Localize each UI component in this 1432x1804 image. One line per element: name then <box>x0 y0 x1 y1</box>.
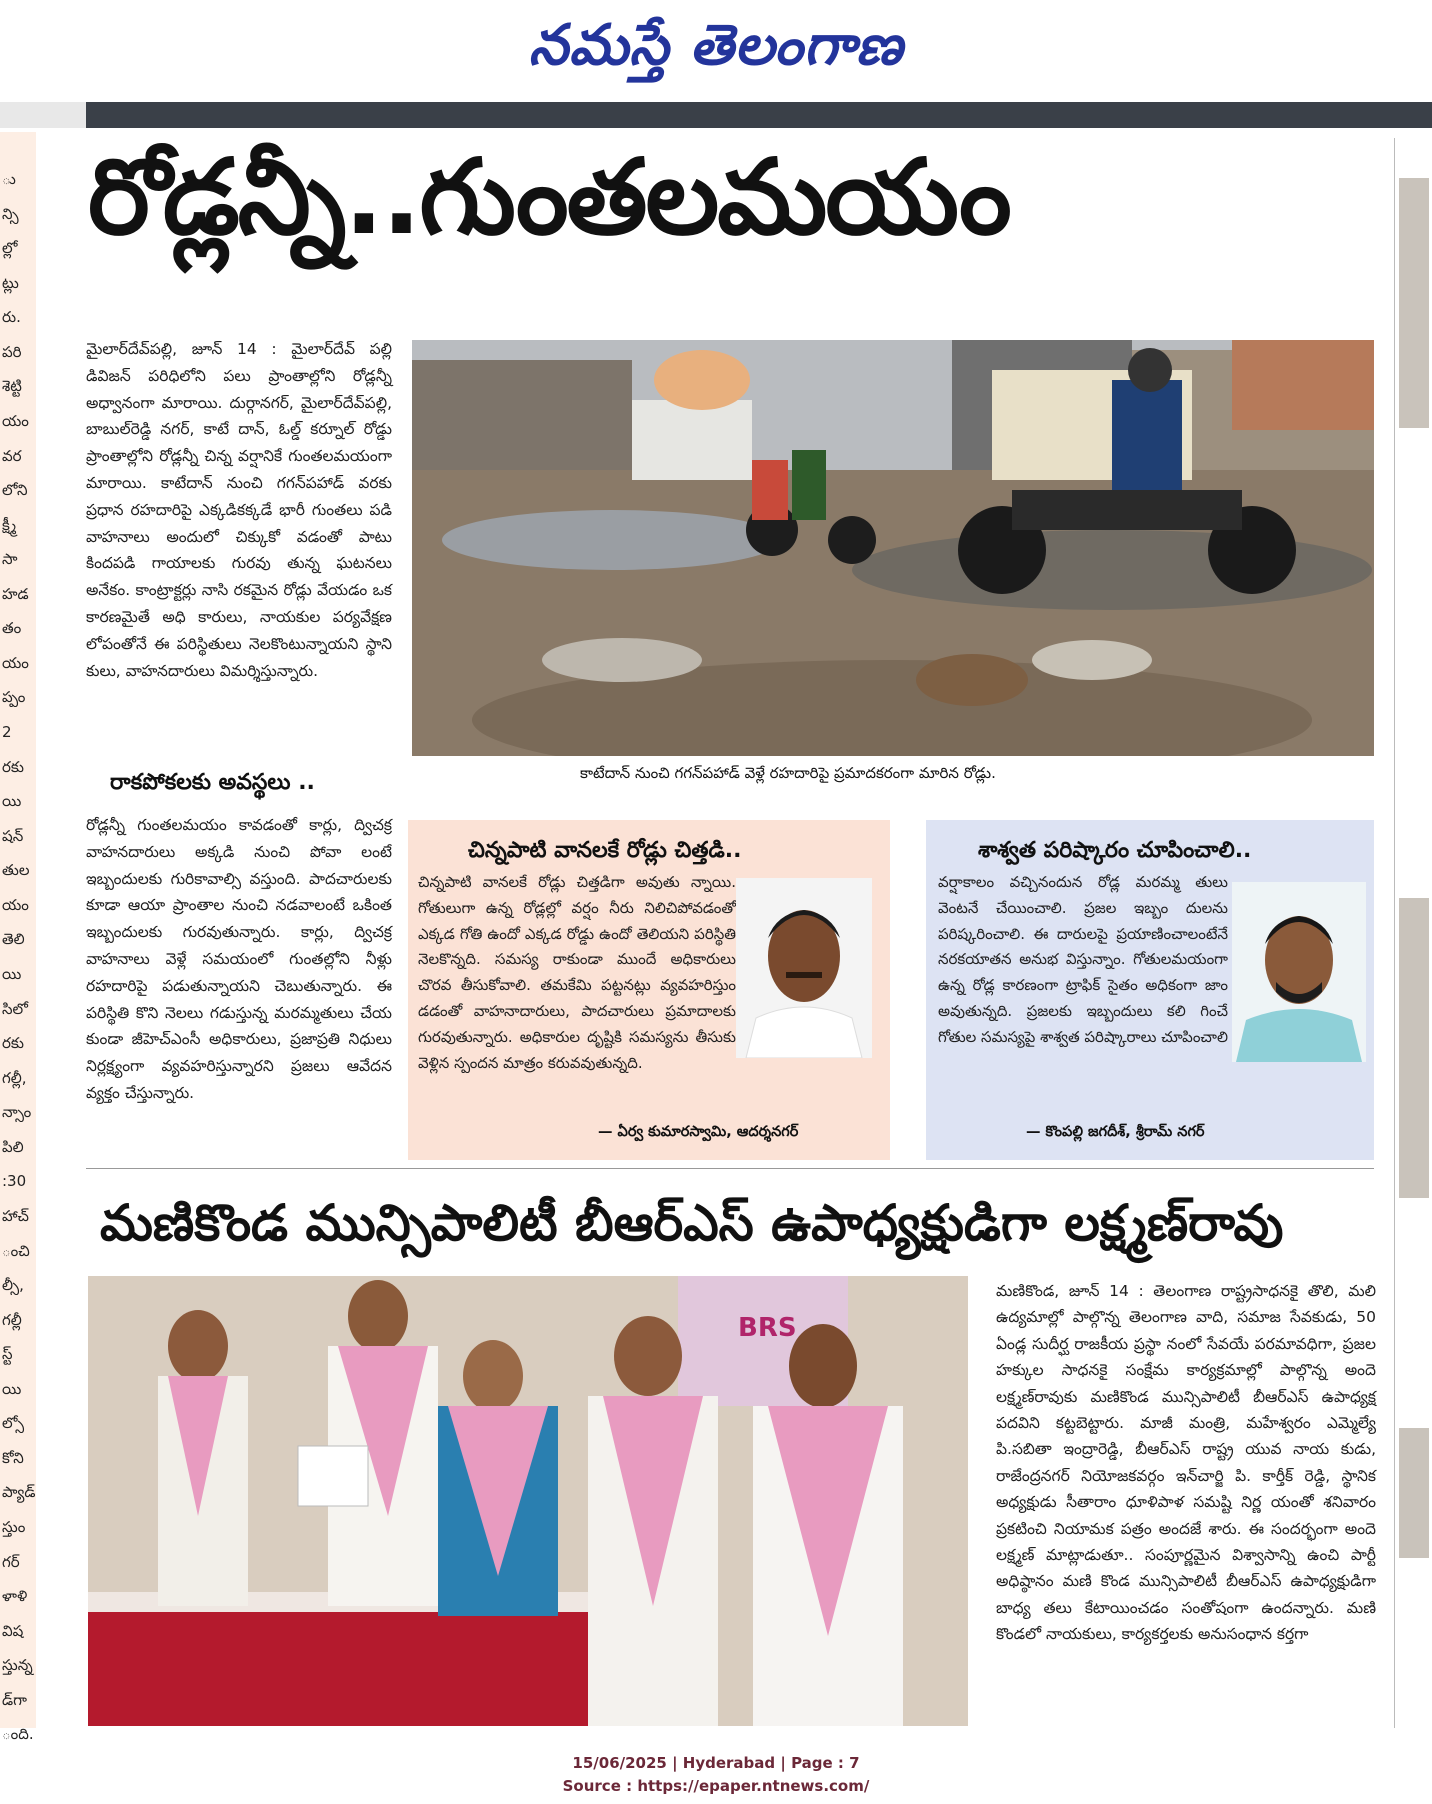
road-potholes-photo <box>412 340 1374 756</box>
left-strip-fragment: స్తుం <box>2 1518 26 1536</box>
left-strip-fragment: ంచి <box>2 1242 30 1260</box>
left-strip-fragment: తుల <box>2 861 30 879</box>
main-headline: రోడ్లన్నీ..గుంతలమయం <box>88 136 1010 258</box>
top-bar <box>86 102 1432 128</box>
quote-left-signature: — ఏర్వ కుమారస్వామి, ఆదర్శనగర్ <box>598 1124 799 1140</box>
portrait-kumaraswamy <box>736 878 872 1058</box>
left-strip-fragment: గల్లీ <box>2 1311 22 1329</box>
left-strip-fragment: హడ <box>2 585 29 603</box>
left-strip-fragment: విష <box>2 1622 24 1640</box>
brs-banner-text: BRS <box>738 1313 797 1343</box>
second-story-body: మణికొండ, జూన్ 14 : తెలంగాణ రాష్ట్రసాధనకై తొలి, మలి ఉద్యమాల్లో పాల్గొన్న తెలంగాణ వాది, సమాజ సేవకుడు, 50 ఏండ్ల సుదీర్ఘ రాజకీయ ప్రస్థా నంలో సేవయే పరమావధిగా, ప్రజల హక్కుల సాధనకై సంక్షేమ కార్యక్రమాల్లో పాల్గొన్న అందె లక్ష్మణ్‌రావుకు మణికొండ మున్సిపాలిటీ బీఆర్‌ఎస్ ఉపాధ్యక్ష పదవిని కట్టబెట్టారు. మాజీ మంత్రి, మహేశ్వరం ఎమ్మెల్యే పి.సబితా ఇంద్రారెడ్డి, బీఆర్‌ఎస్ రాష్ట్ర యువ నాయ కుడు, రాజేంద్రనగర్ నియోజకవర్గం ఇన్‌చార్జి పి. కార్తీక్ రెడ్డి, స్థానిక అధ్యక్షుడు సీతారాం ధూళిపాళ సమష్టి నిర్ణ యంతో శనివారం ప్రకటించి నియామక పత్రం అందజే శారు. ఈ సందర్భంగా అందె లక్ష్మణ్ మాట్లాడుతూ.. సంపూర్ణమైన విశ్వాసాన్ని ఉంచి పార్టీ అధిష్ఠానం మణి కొండ మున్సిపాలిటీ బీఆర్‌ఎస్ ఉపాధ్యక్షుడిగా బాధ్య తలు కేటాయించడం సంతోషంగా ఉందన్నారు. మణి కొండలో నాయకులు, కార్యకర్తలకు అనుసంధాన కర్తగా <box>996 1282 1376 1644</box>
left-strip-fragment: యి <box>2 1380 22 1398</box>
right-photo-fragment <box>1399 178 1429 428</box>
left-strip-fragment: శెట్టి <box>2 377 22 395</box>
left-strip-fragment: యి <box>2 965 22 983</box>
quote-right-heading: శాశ్వత పరిష్కారం చూపించాలి.. <box>978 838 1252 863</box>
brs-event-photo <box>88 1276 968 1726</box>
photo-caption: కాటేదాన్ నుంచి గగన్‌పహాడ్ వెళ్లే రహదారిపై ప్రమాదకరంగా మారిన రోడ్లు. <box>580 764 996 782</box>
left-strip-fragment: యి <box>2 792 22 810</box>
left-strip-fragment: గల్లీ, <box>2 1069 27 1087</box>
left-strip-fragment: 2 <box>2 723 12 741</box>
main-story-paragraph-1: మైలార్‌దేవ్‌పల్లి, జూన్ 14 : మైలార్‌దేవ్ పల్లి డివిజన్ పరిధిలోని పలు ప్రాంతాల్లోని రోడ్లన్నీ అధ్వానంగా మారాయి. దుర్గానగర్, మైలార్‌దేవ్‌పల్లి, బాబుల్‌రెడ్డి నగర్, కాటే దాన్, ఓల్డ్ కర్నూల్ రోడ్డు ప్రాంతాల్లోని రోడ్లన్నీ చిన్న వర్షానికే గుంతలమయంగా మారాయి. కాటేదాన్ నుంచి గగన్‌పహాడ్ వరకు ప్రధాన రహదారిపై ఎక్కడికక్కడే భారీ గుంతలు పడి వాహనాలు అందులో చిక్కుకో వడంతో పాటు కిందపడి గాయాలకు గురవు తున్న ఘటనలు అనేకం. కాంట్రాక్టర్లు నాసి రకమైన రోడ్లు వేయడం ఒక కారణమైతే అధి కారులు, నాయకుల పర్యవేక్షణ లోపంతోనే ఈ పరిస్థితులు నెలకొంటున్నాయని స్థాని కులు, వాహనదారులు విమర్శిస్తున్నారు. <box>86 340 392 680</box>
left-strip-fragment: :30 <box>2 1172 27 1190</box>
main-story-paragraph-2: రోడ్లన్నీ గుంతలమయం కావడంతో కార్లు, ద్విచక్ర వాహనదారులు అక్కడి నుంచి పోవా లంటే ఇబ్బందులకు గురికావాల్సి వస్తుంది. పాదచారులకు కూడా ఆయా ప్రాంతాల నుంచి నడవాలంటే ఒకింత ఇబ్బందులకు గురవుతున్నారు. కార్లు, ద్విచక్ర వాహనాలు వెళ్లే సమయంలో గుంతల్లోని నీళ్లు రహదారిపై పడుతున్నాయని చెబుతున్నారు. ఈ పరిస్థితి కొని నెలలు గడుస్తున్న మరమ్మతులు చేయ కుండా జీహెచ్‌ఎంసీ అధికారులు, ప్రజాప్రతి నిధులు నిర్లక్ష్యంగా వ్యవహరిస్తున్నారని ప్రజలు ఆవేదన వ్యక్తం చేస్తున్నారు. <box>86 816 392 1102</box>
footer-date-page: 15/06/2025 | Hyderabad | Page : 7 <box>572 1754 860 1772</box>
road-photo-illustration <box>412 340 1374 756</box>
left-strip-fragment: రకు <box>2 1034 24 1052</box>
left-strip-fragment: సా <box>2 550 18 568</box>
portrait-illustration <box>736 878 872 1058</box>
main-story-subheading: రాకపోకలకు అవస్థలు .. <box>110 770 315 795</box>
right-photo-fragment-3 <box>1399 1428 1429 1558</box>
left-strip-fragment: ల్సో <box>2 1414 25 1432</box>
right-photo-fragment-2 <box>1399 898 1429 1198</box>
masthead <box>0 0 1432 90</box>
left-strip-fragment: యం <box>2 896 29 914</box>
portrait-illustration-2 <box>1232 882 1366 1062</box>
left-strip-fragment: సిలో <box>2 1000 28 1018</box>
section-divider <box>86 1168 1374 1169</box>
second-headline: మణికొండ మున్సిపాలిటీ బీఆర్‌ఎస్ ఉపాధ్యక్షుడిగా లక్ష్మణ్‌రావు <box>100 1194 1284 1252</box>
event-photo-illustration <box>88 1276 968 1726</box>
left-strip-fragment: ల్సీ, <box>2 1276 24 1294</box>
left-strip-fragment: న్సాం <box>2 1103 32 1121</box>
top-bar-left <box>0 102 86 128</box>
left-strip-fragment: ు <box>2 170 16 188</box>
left-strip-fragment: ల్లో <box>2 239 18 257</box>
left-strip-fragment: ప్పం <box>2 688 26 706</box>
left-strip-fragment: ంది. <box>2 1725 34 1743</box>
quote-right-text: వర్షాకాలం వచ్చినందున రోడ్ల మరమ్మ తులు వెంటనే చేయించాలి. ప్రజల ఇబ్బం దులను పరిష్కరించాలి. ఈ దారులపై ప్రయాణించాలంటేనే నరకయాతన అనుభ విస్తున్నాం. గోతులమయంగా ఉన్న రోడ్ల కారణంగా ట్రాఫిక్ సైతం అధికంగా జాం అవుతున్నది. ప్రజలకు ఇబ్బందులు కలి గించే గోతుల సమస్యపై శాశ్వత పరిష్కారాలు చూపించాలి <box>938 873 1228 1046</box>
left-strip-fragment: తం <box>2 619 22 637</box>
left-strip-fragment: యం <box>2 412 29 430</box>
left-strip-fragment: కోని <box>2 1449 24 1467</box>
quote-left-heading: చిన్నపాటి వానలకే రోడ్లు చిత్తడి.. <box>468 838 742 863</box>
left-strip-fragment: డ్‌గా <box>2 1691 27 1709</box>
left-strip-fragment: హాచ్ <box>2 1207 29 1225</box>
left-strip-fragment: రు. <box>2 308 21 326</box>
left-strip-fragment: పిలి <box>2 1138 24 1156</box>
left-strip-fragment: లోని <box>2 481 28 499</box>
portrait-jagadish <box>1232 882 1366 1062</box>
newspaper-title: నమస్తే తెలంగాణ <box>528 12 904 78</box>
left-strip-fragment: న్సి <box>2 205 19 223</box>
left-strip-fragment: ళాళి <box>2 1587 28 1605</box>
left-strip-fragment: ప్యాడ్ <box>2 1483 36 1501</box>
quote-left-text: చిన్నపాటి వానలకే రోడ్లు చిత్తడిగా అవుతు న్నాయి. గోతులుగా ఉన్న రోడ్లల్లో వర్షం నీరు నిలిచిపోవడంతో ఎక్కడ గోతి ఉందో ఎక్కడ రోడ్డు ఉందో తెలియని పరిస్థితి నెలకొన్నది. సమస్య రాకుండా ముందే అధికారులు చొరవ తీసుకోవాలి. తమకేమి పట్టనట్లు వ్యవహరిస్తుం డడంతో వాహనాదారులు, పాదచారులు ప్రమాదాలకు గురవుతున్నారు. అధికారుల దృష్టికి సమస్యను తీసుకు వెళ్లిన స్పందన మాత్రం కరువవుతున్నది. <box>418 873 736 1072</box>
left-strip-fragment: గర్ <box>2 1553 20 1571</box>
left-strip-fragment: స్తున్న <box>2 1656 33 1674</box>
left-strip-fragment: క్ష్మీ <box>2 516 17 534</box>
left-column-fragment <box>0 132 36 1743</box>
left-strip-fragment: రకు <box>2 758 24 776</box>
right-column-fragment <box>1394 138 1432 1728</box>
quote-right-signature: — కొంపల్లి జగదీశ్, శ్రీరామ్ నగర్ <box>1026 1124 1205 1140</box>
left-strip-fragment: స్ట్ <box>2 1345 13 1363</box>
left-strip-fragment: ట్లు <box>2 274 19 292</box>
footer-source: Source : https://epaper.ntnews.com/ <box>562 1777 870 1795</box>
left-strip-fragment: తెలి <box>2 930 25 948</box>
left-strip-fragment: యం <box>2 654 29 672</box>
left-strip-fragment: వర <box>2 447 22 465</box>
page-footer <box>0 1752 1432 1798</box>
left-strip-fragment: షన్ <box>2 827 24 845</box>
left-strip-fragment: పరి <box>2 343 22 361</box>
